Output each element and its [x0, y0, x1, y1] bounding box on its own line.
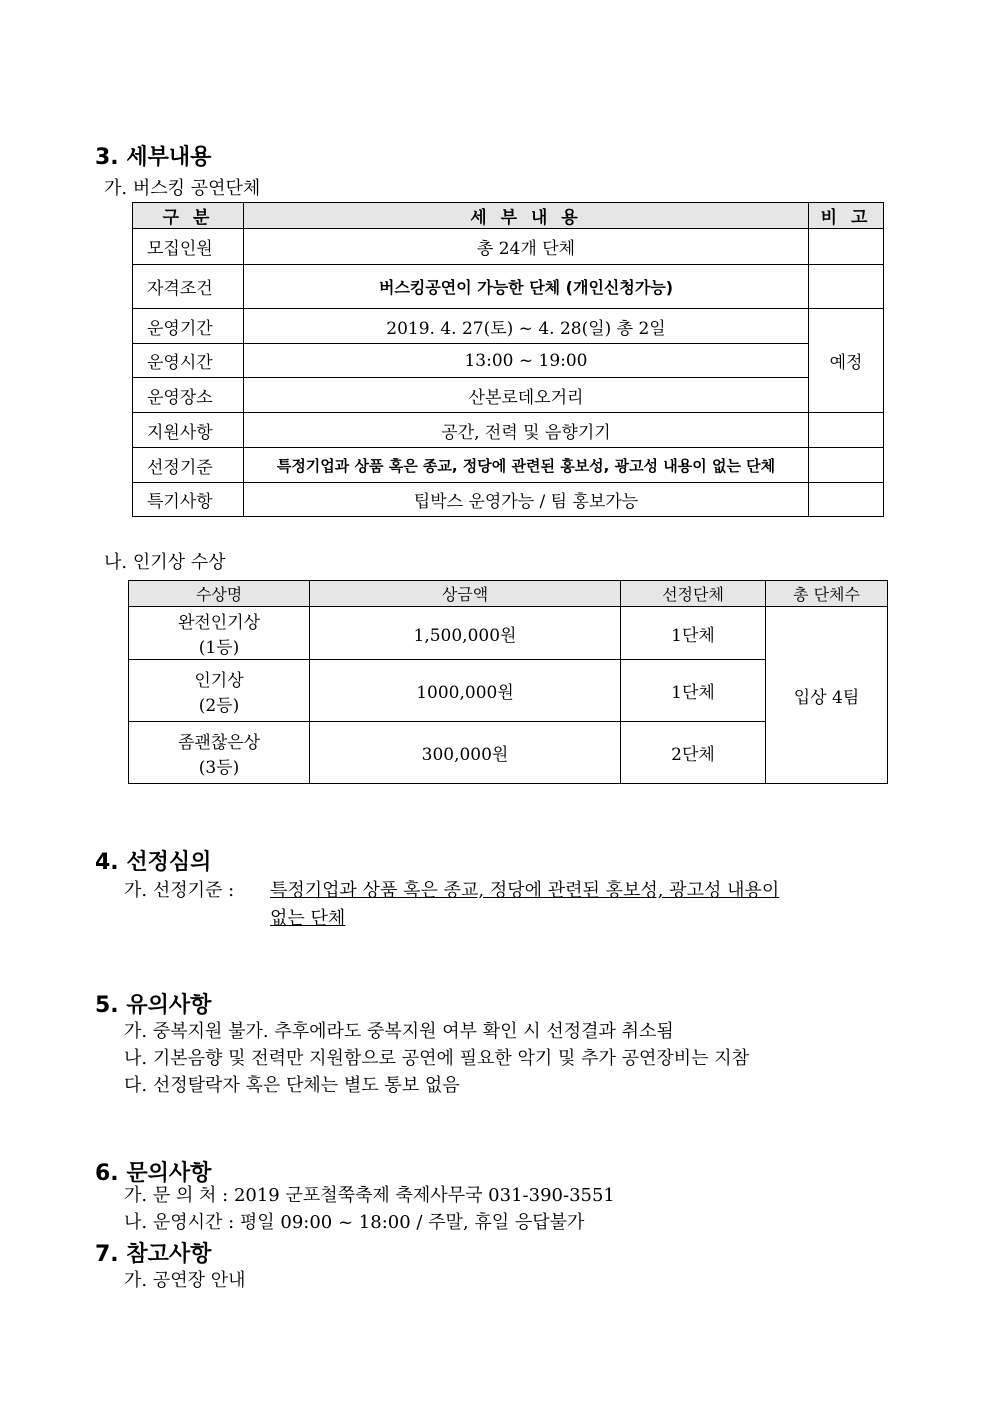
award-header-name: 수상명 [129, 581, 310, 607]
table-header-detail: 세 부 내 용 [244, 203, 809, 229]
award-name: 인기상 [194, 670, 244, 691]
section-5-item: 다. 선정탈락자 혹은 단체는 별도 통보 없음 [124, 1075, 460, 1096]
row-note [809, 448, 884, 483]
table-row [133, 378, 884, 413]
table-row [133, 483, 884, 517]
section-4-line2: 없는 단체 [270, 908, 346, 929]
section-5-title: 5. 유의사항 [95, 993, 212, 1018]
section-7-title: 7. 참고사항 [95, 1242, 212, 1267]
section-4-line1: 특정기업과 상품 혹은 종교, 정당에 관련된 홍보성, 광고성 내용이 [270, 880, 780, 901]
award-amount: 300,000원 [310, 722, 621, 784]
award-rank: (2등) [198, 695, 240, 716]
section-5-item: 가. 중복지원 불가. 추후에라도 중복지원 여부 확인 시 선정결과 취소됨 [124, 1021, 674, 1042]
table-row [133, 309, 884, 344]
award-count: 1단체 [621, 607, 766, 660]
row-value: 2019. 4. 27(토) ~ 4. 28(일) 총 2일 [244, 309, 809, 344]
table-header-category: 구 분 [133, 203, 244, 229]
section-7-item: 가. 공연장 안내 [124, 1270, 246, 1291]
award-name-cell [129, 660, 310, 722]
section-4-label: 가. 선정기준 : [124, 880, 235, 901]
award-header-amount: 상금액 [310, 581, 621, 607]
row-value: 13:00 ~ 19:00 [244, 344, 809, 378]
row-note-planned: 예정 [809, 309, 884, 413]
award-table [128, 580, 888, 784]
row-value: 팁박스 운영가능 / 팀 홍보가능 [244, 483, 809, 517]
section-6-title: 6. 문의사항 [95, 1161, 212, 1186]
award-rank: (1등) [198, 638, 240, 658]
table-header-note: 비 고 [809, 203, 884, 229]
award-rank: (3등) [198, 757, 240, 778]
row-label: 모집인원 [133, 229, 244, 265]
section-3-sub-b: 나. 인기상 수상 [104, 552, 226, 573]
award-count: 1단체 [621, 660, 766, 722]
table-row [133, 229, 884, 265]
row-label: 운영장소 [133, 378, 244, 413]
section-4-title: 4. 선정심의 [95, 850, 212, 875]
award-name: 좀괜찮은상 [177, 732, 261, 753]
section-3-sub-a: 가. 버스킹 공연단체 [104, 178, 261, 199]
row-value: 산본로데오거리 [244, 378, 809, 413]
award-header-total: 총 단체수 [766, 581, 888, 607]
row-label: 선정기준 [133, 448, 244, 483]
section-6-item: 나. 운영시간 : 평일 09:00 ~ 18:00 / 주말, 휴일 응답불가 [124, 1212, 585, 1233]
table-row [129, 607, 888, 660]
award-header-selected: 선정단체 [621, 581, 766, 607]
busking-detail-table [132, 202, 884, 517]
award-amount: 1000,000원 [310, 660, 621, 722]
table-row [133, 265, 884, 309]
award-count: 2단체 [621, 722, 766, 784]
award-amount: 1,500,000원 [310, 607, 621, 660]
row-note [809, 413, 884, 448]
award-name: 완전인기상 [177, 613, 261, 633]
award-name-cell [129, 722, 310, 784]
row-value: 특정기업과 상품 혹은 종교, 정당에 관련된 홍보성, 광고성 내용이 없는 단체 [244, 448, 809, 483]
row-label: 특기사항 [133, 483, 244, 517]
row-note [809, 229, 884, 265]
award-total: 입상 4팀 [766, 607, 888, 784]
row-value: 버스킹공연이 가능한 단체 (개인신청가능) [244, 265, 809, 309]
row-label: 자격조건 [133, 265, 244, 309]
row-note [809, 265, 884, 309]
section-5-item: 나. 기본음향 및 전력만 지원함으로 공연에 필요한 악기 및 추가 공연장비는 지참 [124, 1048, 750, 1069]
table-row [133, 448, 884, 483]
row-label: 지원사항 [133, 413, 244, 448]
row-label: 운영시간 [133, 344, 244, 378]
row-value: 총 24개 단체 [244, 229, 809, 265]
row-value: 공간, 전력 및 음향기기 [244, 413, 809, 448]
table-row [133, 344, 884, 378]
table-row [133, 413, 884, 448]
award-name-cell [129, 607, 310, 660]
row-note [809, 483, 884, 517]
section-6-item: 가. 문 의 처 : 2019 군포철쭉축제 축제사무국 031-390-3551 [124, 1185, 615, 1206]
row-label: 운영기간 [133, 309, 244, 344]
section-3-title: 3. 세부내용 [95, 145, 212, 170]
